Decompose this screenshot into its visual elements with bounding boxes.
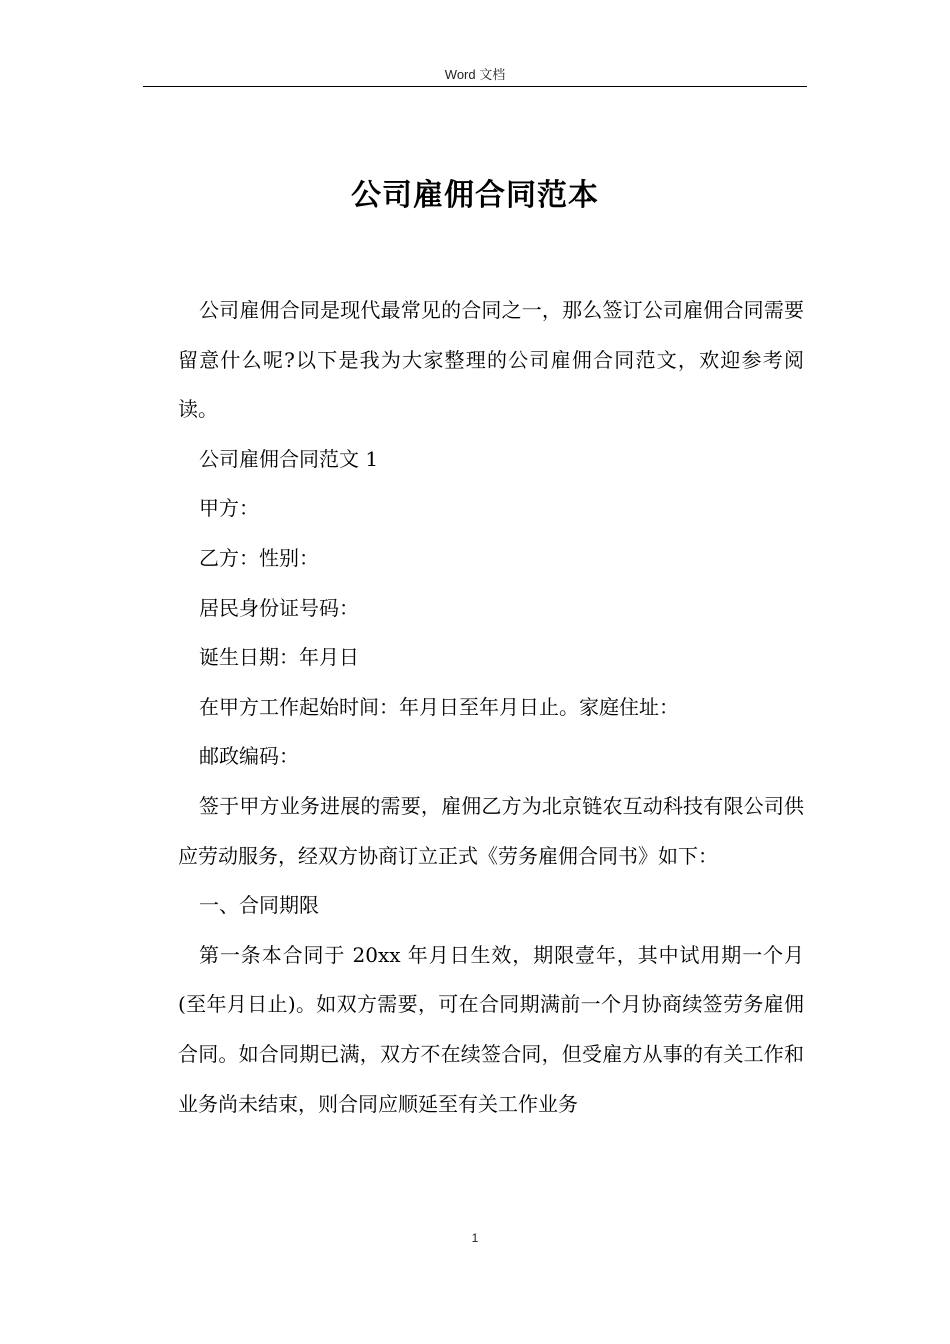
paragraph: 公司雇佣合同是现代最常见的合同之一，那么签订公司雇佣合同需要留意什么呢?以下是我为大家整理的公司雇佣合同范文，欢迎参考阅读。 <box>178 298 804 422</box>
paragraph: 公司雇佣合同范文 1 <box>199 446 379 471</box>
paragraph: 第一条本合同于 20xx 年月日生效，期限壹年，其中试用期一个月(至年月日止)。如双方需要，可在合同期满前一个月协商续签劳务雇佣合同。如合同期已满，双方不在续签合同，但受雇方从事的有关工作和业务尚未结束，则合同应顺延至有关工作业务 <box>178 942 804 1116</box>
header-divider <box>143 86 807 87</box>
document-body <box>178 286 804 1129</box>
paragraph: 一、合同期限 <box>199 893 319 918</box>
paragraph: 居民身份证号码： <box>199 595 359 620</box>
paragraph: 乙方：性别： <box>199 545 319 570</box>
page-header: Word 文档 <box>444 67 506 82</box>
paragraph: 在甲方工作起始时间：年月日至年月日止。家庭住址： <box>199 694 679 719</box>
paragraph: 签于甲方业务进展的需要，雇佣乙方为北京链农互动科技有限公司供应劳动服务，经双方协商订立正式《劳务雇佣合同书》如下： <box>178 793 804 868</box>
paragraph: 诞生日期：年月日 <box>199 645 359 670</box>
paragraph: 甲方： <box>199 496 259 521</box>
paragraph: 邮政编码： <box>199 744 299 769</box>
document-title: 公司雇佣合同范本 <box>351 178 599 214</box>
page-number: 1 <box>471 1231 479 1245</box>
